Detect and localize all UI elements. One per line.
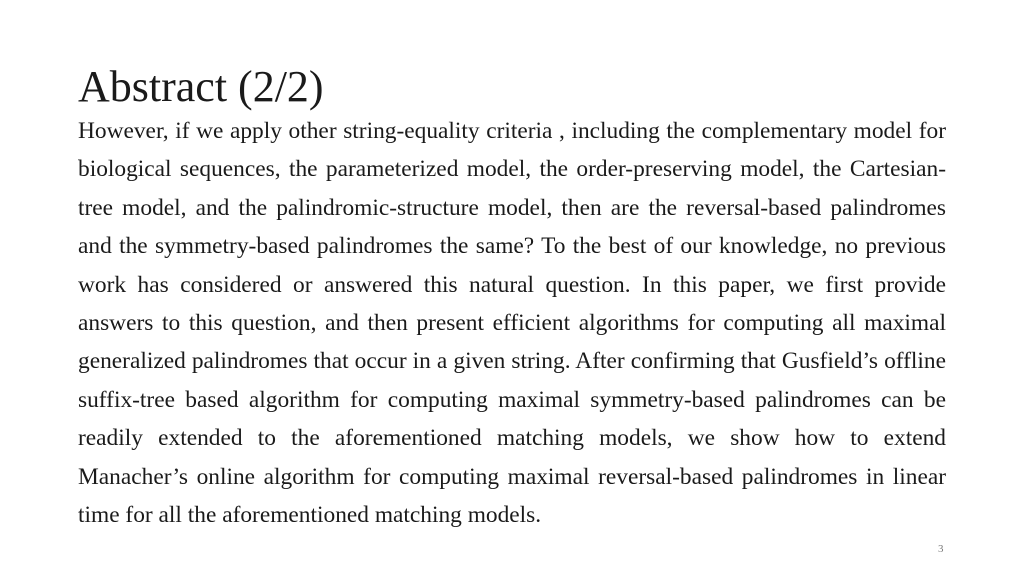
abstract-paragraph: However, if we apply other string-equality criteria , including the complementary model for biological sequences, the parameterized model, the order-preserving model, the Cartesian-tree model, and the palindromic-structure model, then are the reversal-based palindromes and the symmetry-based palindromes the same? To the best of our knowledge, no previous work has considered or answered this natural question. In this paper, we first provide answers to this question, and then present efficient algorithms for computing all maximal generalized palindromes that occur in a given string. After confirming that Gusfield’s offline suffix-tree based algorithm for computing maximal symmetry-based palindromes can be readily extended to the aforementioned matching models, we show how to extend Manacher’s online algorithm for computing maximal reversal-based palindromes in linear time for all the aforementioned matching models. bbox=[78, 118, 946, 529]
page-number: 3 bbox=[938, 543, 944, 555]
slide-title: Abstract (2/2) bbox=[78, 62, 324, 111]
